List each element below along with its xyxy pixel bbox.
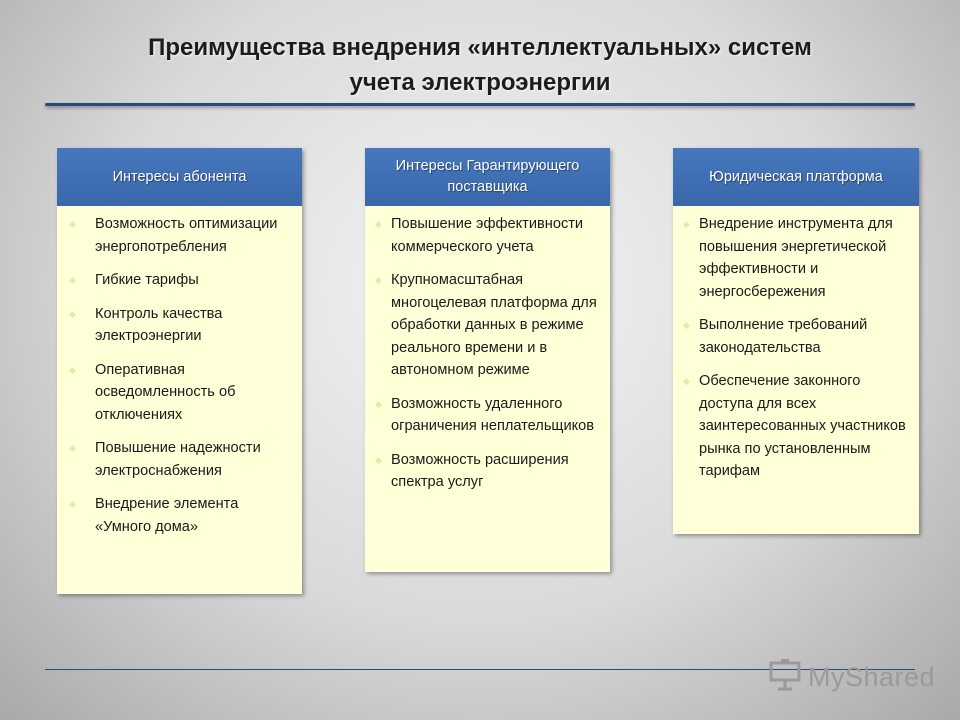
list-item: ◆ Внедрение инструмента для повышения энергетической эффективности и энергосбережения [699, 213, 911, 303]
bullet-icon: ◆ [375, 219, 382, 229]
bullet-icon: ◆ [69, 499, 76, 509]
column-body [673, 206, 919, 534]
list-item: ◆ Гибкие тарифы [95, 269, 294, 292]
bullet-icon: ◆ [69, 275, 76, 285]
list-item: ◆ Контроль качества электроэнергии [95, 303, 294, 348]
column-body [57, 206, 302, 594]
list-item: ◆ Возможность удаленного ограничения неплательщиков [391, 393, 602, 438]
bullet-list [69, 213, 294, 538]
slide-title-line-1: Преимущества внедрения «интеллектуальных» систем [148, 34, 812, 61]
bullet-icon: ◆ [69, 443, 76, 453]
bullet-list [375, 213, 602, 494]
column-heading: Интересы Гарантирующего поставщика [365, 148, 610, 206]
title-divider [45, 103, 915, 106]
column-legal-platform [673, 148, 919, 534]
bullet-icon: ◆ [683, 376, 690, 386]
slide-title-line-2: учета электроэнергии [349, 69, 611, 96]
bullet-icon: ◆ [69, 308, 76, 319]
list-item: ◆ Повышение эффективности коммерческого учета [391, 213, 602, 258]
column-heading: Интересы абонента [57, 148, 302, 206]
bullet-icon: ◆ [69, 364, 76, 375]
column-heading: Юридическая платформа [673, 148, 919, 206]
slide-title [0, 30, 960, 100]
bullet-icon: ◆ [375, 275, 382, 285]
list-item: ◆ Выполнение требований законодательства [699, 314, 911, 359]
column-body [365, 206, 610, 572]
bullet-icon: ◆ [375, 398, 382, 409]
list-item: ◆ Крупномасштабная многоцелевая платформа для обработки данных в режиме реального времени и в автономном режиме [391, 269, 602, 382]
list-item: ◆ Внедрение элемента «Умного дома» [95, 493, 294, 538]
list-item: ◆ Обеспечение законного доступа для всех заинтересованных участников рынка по установленным тарифам [699, 370, 911, 483]
bullet-icon: ◆ [683, 219, 690, 229]
bullet-list [683, 213, 911, 483]
watermark-text: MyShared [808, 662, 936, 692]
bullet-icon: ◆ [69, 219, 76, 229]
watermark-logo [768, 657, 935, 698]
bullet-icon: ◆ [375, 454, 382, 465]
column-subscriber-interests [57, 148, 302, 594]
list-item: ◆ Повышение надежности электроснабжения [95, 437, 294, 482]
presentation-board-icon [768, 657, 808, 698]
list-item: ◆ Возможность расширения спектра услуг [391, 449, 602, 494]
list-item: ◆ Возможность оптимизации энергопотребления [95, 213, 294, 258]
list-item: ◆ Оперативная осведомленность об отключениях [95, 359, 294, 427]
column-supplier-interests [365, 148, 610, 572]
bullet-icon: ◆ [683, 320, 690, 330]
